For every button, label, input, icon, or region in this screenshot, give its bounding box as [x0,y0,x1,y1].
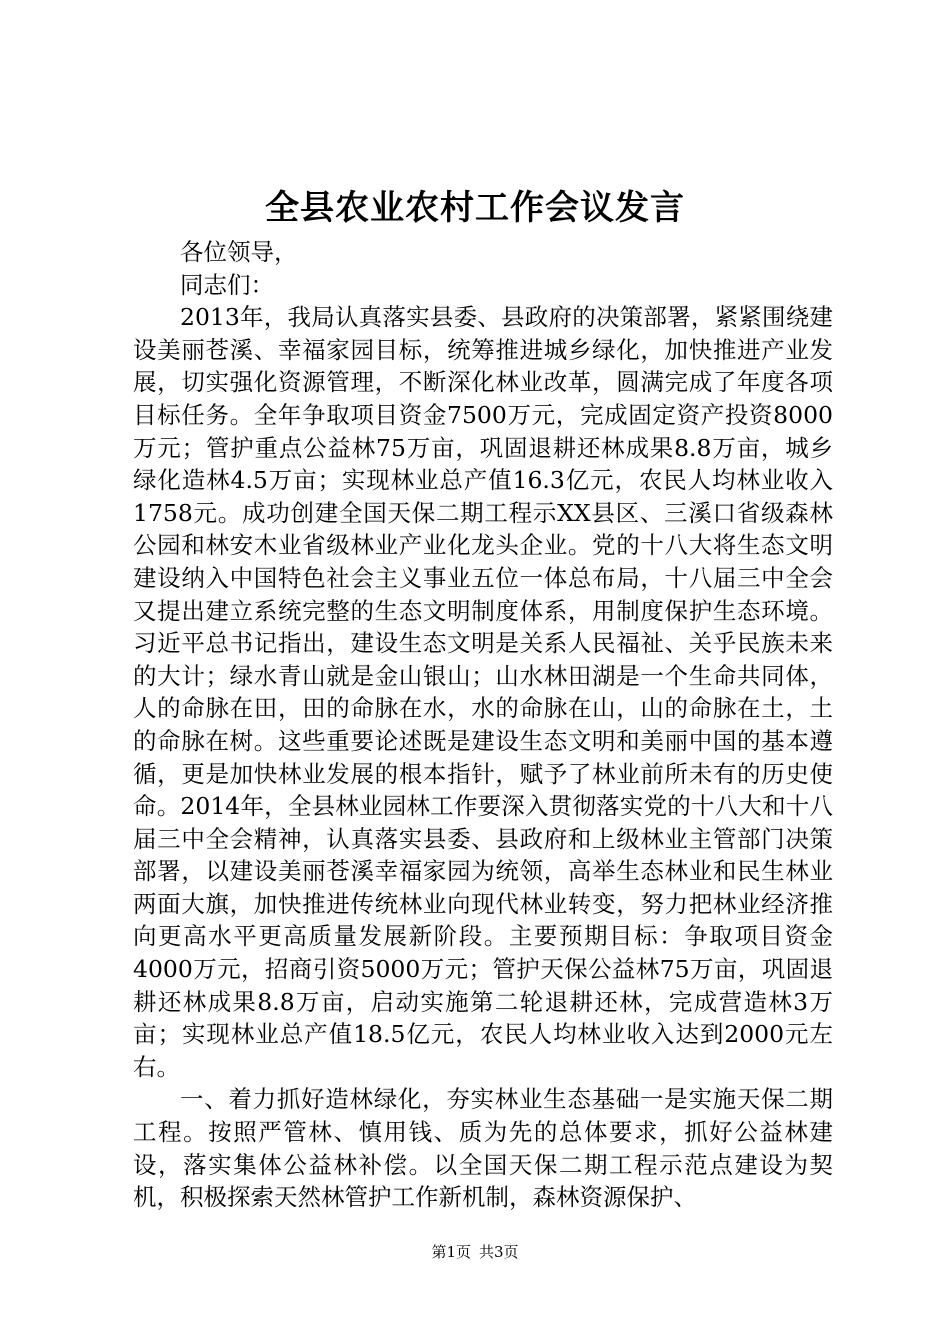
salutation-comrades: 同志们： [180,270,274,299]
page-number: 第1页 [431,1243,471,1261]
salutation-leaders: 各位领导， [180,238,298,266]
body-paragraph: 2013年，我局认真落实县委、县政府的决策部署，紧紧围绕建设美丽苍溪、幸福家园目标，统筹推进城乡绿化，加快推进产业发展，切实强化资源管理，不断深化林业改革，圆满完成了年度各项目标任务。全年争取项目资金7500万元，完成固定资产投资8000万元；管护重点公益林75万亩，巩固退耕还林成果8.8万亩，城乡绿化造林4.5万亩；实现林业总产值16.3亿元，农民人均林业收入1758元。成功创建全国天保二期工程示XX县区、三溪口省级森林公园和林安木业省级林业产业化龙头企业。党的十八大将生态文明建设纳入中国特色社会主义事业五位一体总布局，十八届三中全会又提出建立系统完整的生态文明制度体系，用制度保护生态环境。习近平总书记指出，建设生态文明是关系人民福祉、关乎民族未来的大计；绿水青山就是金山银山；山水林田湖是一个生命共同体，人的命脉在田，田的命脉在水，水的命脉在山，山的命脉在土，土的命脉在树。这些重要论述既是建设生态文明和美丽中国的基本遵循，更是加快林业发展的根本指针，赋予了林业前所未有的历史使命。2014年，全县林业园林工作要深入贯彻落实党的十八大和十八届三中全会精神，认真落实县委、县政府和上级林业主管部门决策部署，以建设美丽苍溪幸福家园为统领，高举生态林业和民生林业两面大旗，加快推进传统林业向现代林业转变，努力把林业经济推向更高水平更高质量发展新阶段。主要预期目标：争取项目资金4000万元，招商引资5000万元；管护天保公益林75万亩，巩固退耕还林成果8.8万亩，启动实施第二轮退耕还林，完成营造林3万亩；实现林业总产值18.5亿元，农民人均林业收入达到2000元左右。 [133,303,833,1081]
body-paragraph: 一、着力抓好造林绿化，夯实林业生态基础一是实施天保二期工程。按照严管林、慎用钱、质为先的总体要求，抓好公益林建设，落实集体公益林补偿。以全国天保二期工程示范点建设为契机，积极探索天然林管护工作新机制，森林资源保护、 [133,1085,833,1212]
page-total: 共3页 [479,1243,519,1261]
document-title: 全县农业农村工作会议发言 [265,188,685,228]
document-body [133,236,833,1214]
page-footer [0,1242,950,1262]
